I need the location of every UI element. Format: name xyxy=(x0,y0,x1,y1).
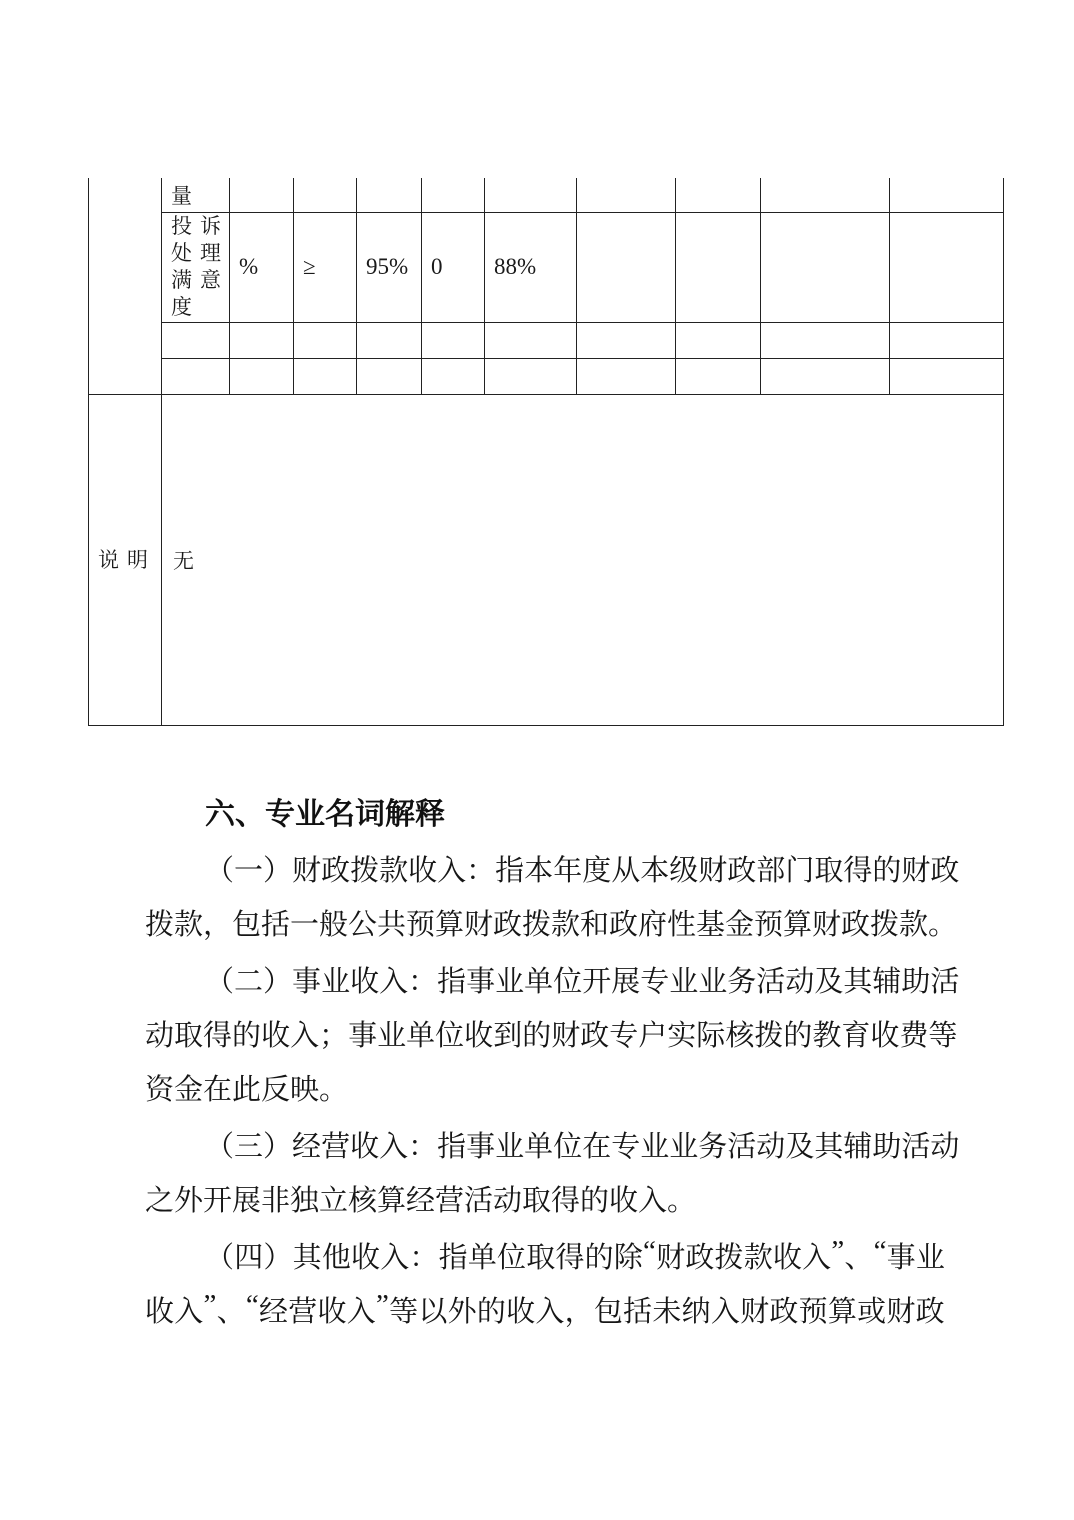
justified-line: （ 一 ） 财 政 拨 款 收 入 ： 指 本 年 度 从 本 级 财 政 部 门 取 得 的 财 政 xyxy=(205,854,960,887)
justified-line: 满 意 xyxy=(171,268,221,292)
table-row-indicator xyxy=(89,212,1004,322)
indicator-name-vertical-label xyxy=(171,213,221,321)
table-cell-empty xyxy=(676,322,761,358)
table-cell-empty xyxy=(577,212,676,322)
table-cell-empty xyxy=(676,212,761,322)
justified-line: （ 三 ） 经 营 收 入 ： 指 事 业 单 位 在 专 业 业 务 活 动 及 其 辅 助 活 动 xyxy=(205,1130,960,1163)
table-cell-empty xyxy=(357,322,422,358)
table-cell-empty xyxy=(294,178,357,212)
table-cell-empty xyxy=(890,358,1004,394)
table-cell-empty xyxy=(890,212,1004,322)
note-value-cell: 无 xyxy=(162,394,1004,725)
paragraph-line xyxy=(145,1006,958,1060)
table-cell-empty xyxy=(761,212,890,322)
table-cell-empty xyxy=(485,178,577,212)
table-cell-empty xyxy=(162,322,230,358)
table-cell-empty xyxy=(422,178,485,212)
paragraph-line xyxy=(145,1282,945,1336)
table-cell-empty xyxy=(357,178,422,212)
justified-line: 动 取 得 的 收 入 ； 事 业 单 位 收 到 的 财 政 专 户 实 际 核 拨 的 教 育 收 费 等 xyxy=(145,1019,958,1052)
paragraph-line xyxy=(145,1060,945,1114)
table-cell-empty xyxy=(230,178,294,212)
paragraph-line xyxy=(145,1228,945,1282)
performance-indicator-table xyxy=(88,178,1004,726)
table-cell-empty xyxy=(676,358,761,394)
paragraph-line xyxy=(145,895,958,949)
paragraph-line xyxy=(145,1171,945,1225)
paragraph xyxy=(145,1117,960,1225)
table-cell-empty xyxy=(577,322,676,358)
table-cell-empty xyxy=(676,178,761,212)
indicator-name-cell xyxy=(162,212,230,322)
justified-line: 说 明 xyxy=(98,547,148,572)
justified-line: （ 二 ） 事 业 收 入 ： 指 事 业 单 位 开 展 专 业 业 务 活 动 及 其 辅 助 活 xyxy=(205,965,960,998)
target-value-cell: 95% xyxy=(357,212,422,322)
table-cell-empty xyxy=(162,358,230,394)
justified-line: 收 入 ” 、 “ 经 营 收 入 ” 等 以 外 的 收 入 ， 包 括 未 纳 入 财 政 预 算 或 财 政 xyxy=(145,1288,945,1328)
table-cell-empty xyxy=(485,322,577,358)
comparator-cell: ≥ xyxy=(294,212,357,322)
table-cell-empty xyxy=(577,358,676,394)
paragraph-line xyxy=(145,952,960,1006)
table-cell-empty xyxy=(422,358,485,394)
table-cell-empty xyxy=(890,322,1004,358)
table-cell-empty xyxy=(230,358,294,394)
note-label xyxy=(98,547,148,573)
paragraph-line-text: 资金在此反映。 xyxy=(145,1073,349,1106)
justified-line: 度 xyxy=(171,295,192,319)
terms-paragraphs xyxy=(145,841,960,1336)
indicator-name-partial-cell: 量 xyxy=(162,178,230,212)
table-cell-empty xyxy=(761,178,890,212)
table-row-empty xyxy=(89,358,1004,394)
justified-line: 处 理 xyxy=(171,241,221,265)
table-row-empty xyxy=(89,322,1004,358)
paragraph xyxy=(145,1228,945,1336)
section-heading: 六、专业名词解释 xyxy=(205,798,445,831)
note-label-cell xyxy=(89,394,162,725)
table-row-partial xyxy=(89,178,1004,212)
paragraph xyxy=(145,841,960,949)
table-cell-empty xyxy=(890,178,1004,212)
justified-line: （ 四 ） 其 他 收 入 ： 指 单 位 取 得 的 除 “ 财 政 拨 款 收 入 ” 、 “ 事 业 xyxy=(205,1234,945,1274)
table-cell-empty xyxy=(422,322,485,358)
table-cell-empty xyxy=(230,322,294,358)
table-cell-empty xyxy=(357,358,422,394)
paragraph-line xyxy=(145,841,960,895)
table-cell-empty xyxy=(294,322,357,358)
paragraph xyxy=(145,952,960,1114)
justified-line: 投 诉 xyxy=(171,214,221,238)
table-cell-empty xyxy=(761,322,890,358)
terminology-section xyxy=(145,784,960,1336)
paragraph-line-text: 之外开展非独立核算经营活动取得的收入。 xyxy=(145,1184,697,1217)
weight-cell: 0 xyxy=(422,212,485,322)
table-row-note xyxy=(89,394,1004,725)
table-cell-empty xyxy=(485,358,577,394)
table-cell-empty xyxy=(294,358,357,394)
merged-left-cell xyxy=(89,178,162,394)
paragraph-line xyxy=(145,1117,960,1171)
actual-value-cell: 88% xyxy=(485,212,577,322)
table-cell-empty xyxy=(577,178,676,212)
unit-cell: % xyxy=(230,212,294,322)
table-cell-empty xyxy=(761,358,890,394)
paragraph-line-text: 拨款，包括一般公共预算财政拨款和政府性基金预算财政拨款。 xyxy=(145,908,958,941)
